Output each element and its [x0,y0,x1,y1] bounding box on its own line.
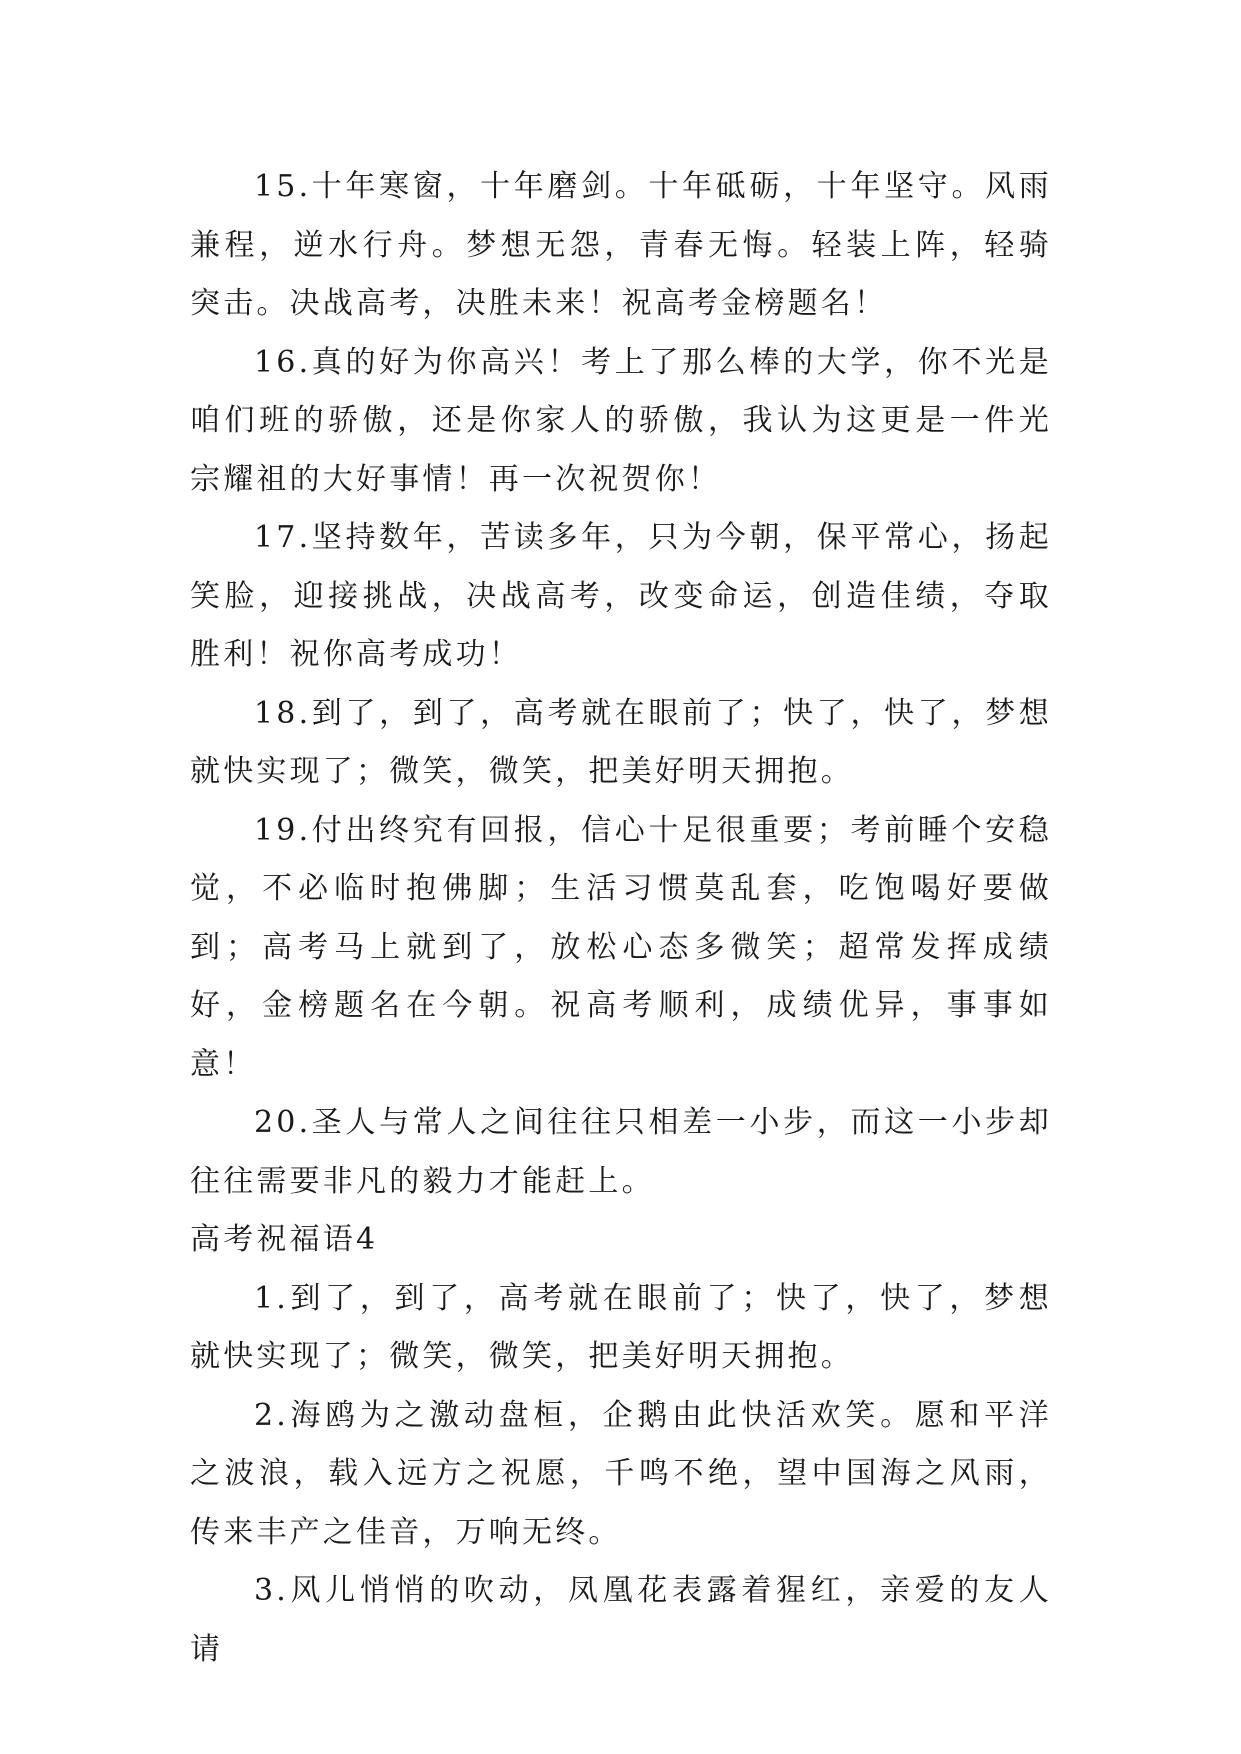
section-heading: 高考祝福语4 [190,1222,379,1257]
paragraph-17: 17.坚持数年，苦读多年，只为今朝，保平常心，扬起笑脸，迎接挑战，决战高考，改变命运，创造佳绩，夺取胜利！祝你高考成功！ [190,520,1052,672]
paragraph-16: 16.真的好为你高兴！考上了那么棒的大学，你不光是咱们班的骄傲，还是你家人的骄傲，我认为这更是一件光宗耀祖的大好事情！再一次祝贺你！ [190,344,1052,497]
paragraph-20: 20.圣人与常人之间往往只相差一小步，而这一小步却往往需要非凡的毅力才能赶上。 [190,1105,1052,1199]
document-body [190,158,1052,1679]
paragraph-3: 3.风儿悄悄的吹动，凤凰花表露着猩红，亲爱的友人请 [190,1573,1052,1667]
paragraph-19: 19.付出终究有回报，信心十足很重要；考前睡个安稳觉，不必临时抱佛脚；生活习惯莫乱套，吃饱喝好要做到；高考马上就到了，放松心态多微笑；超常发挥成绩好，金榜题名在今朝。祝高考顺利，成绩优异，事事如意！ [190,812,1052,1082]
paragraph-1: 1.到了，到了，高考就在眼前了；快了，快了，梦想就快实现了；微笑，微笑，把美好明天拥抱。 [190,1280,1052,1374]
paragraph-15: 15.十年寒窗，十年磨剑。十年砥砺，十年坚守。风雨兼程，逆水行舟。梦想无怨，青春无悔。轻装上阵，轻骑突击。决战高考，决胜未来！祝高考金榜题名！ [190,169,1052,321]
paragraph-18: 18.到了，到了，高考就在眼前了；快了，快了，梦想就快实现了；微笑，微笑，把美好明天拥抱。 [190,695,1052,789]
paragraph-2: 2.海鸥为之激动盘桓，企鹅由此快活欢笑。愿和平洋之波浪，载入远方之祝愿，千鸣不绝，望中国海之风雨，传来丰产之佳音，万响无终。 [190,1397,1052,1550]
